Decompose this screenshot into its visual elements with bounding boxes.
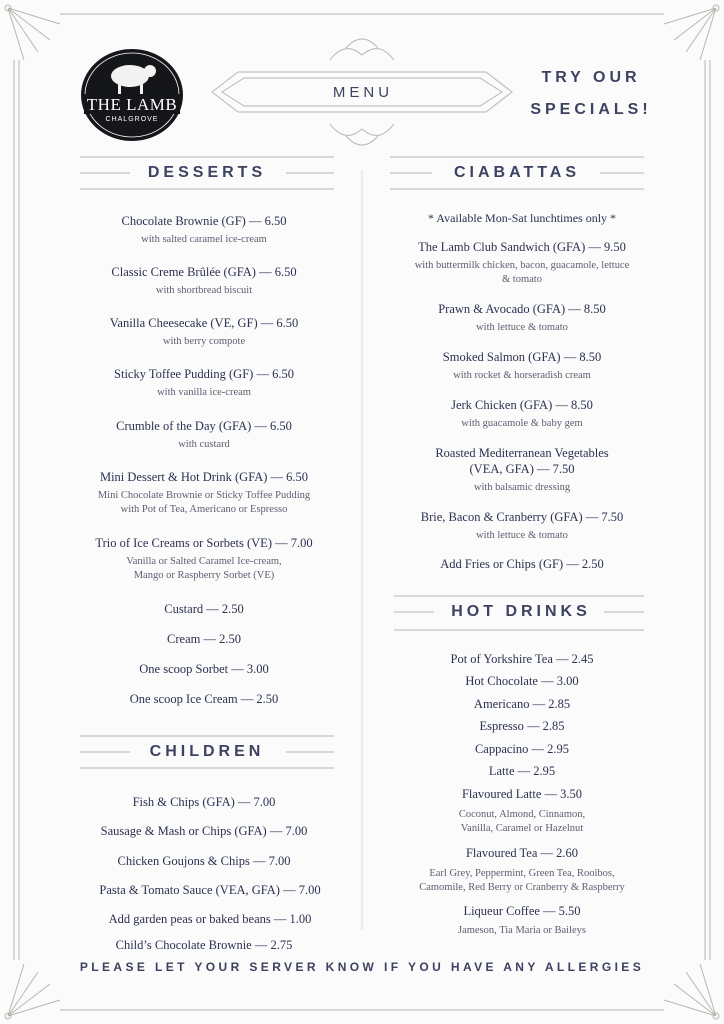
item-name: Classic Creme Brûlée (GFA) — 6.50: [111, 265, 297, 279]
availability-note: * Available Mon-Sat lunchtimes only *: [427, 211, 617, 225]
list-item: [380, 696, 664, 712]
item-name: Brie, Bacon & Cranberry (GFA) — 7.50: [420, 510, 624, 524]
item-name: Child’s Chocolate Brownie — 2.75: [115, 938, 293, 952]
item-name: Flavoured Tea — 2.60: [465, 846, 579, 860]
item-description: with shortbread biscuit: [155, 285, 253, 296]
list-item: [380, 741, 664, 757]
list-item: [60, 631, 348, 647]
list-item: [380, 397, 664, 431]
item-description: with lettuce & tomato: [476, 530, 568, 541]
item-name: Cream — 2.50: [167, 632, 241, 646]
menu-title: MENU: [332, 84, 394, 101]
item-name: The Lamb Club Sandwich (GFA) — 9.50: [418, 240, 626, 254]
children-title: CHILDREN: [149, 743, 265, 760]
item-description: with berry compote: [162, 336, 246, 347]
list-item: [380, 786, 664, 836]
item-description: Earl Grey, Peppermint, Green Tea, Rooibos,: [429, 868, 615, 879]
item-name: Roasted Mediterranean Vegetables: [435, 446, 609, 460]
list-item: [60, 937, 348, 953]
specials-line-1: TRY OUR: [541, 69, 641, 86]
list-item: [60, 366, 348, 400]
item-description: Mini Chocolate Brownie or Sticky Toffee Pudding: [97, 490, 311, 501]
item-name: Mini Dessert & Hot Drink (GFA) — 6.50: [99, 470, 309, 484]
item-description: & tomato: [502, 274, 542, 285]
item-description: with salted caramel ice-cream: [141, 234, 267, 245]
list-item: [60, 264, 348, 298]
list-item: [380, 301, 664, 335]
list-item: [380, 651, 664, 667]
item-description: Mango or Raspberry Sorbet (VE): [133, 570, 275, 581]
list-item: [60, 315, 348, 349]
list-item: [60, 911, 360, 927]
list-item: [380, 556, 664, 572]
item-description: Camomile, Red Berry or Cranberry & Raspberry: [419, 882, 625, 893]
list-item: [380, 763, 664, 779]
item-name: Fish & Chips (GFA) — 7.00: [132, 795, 276, 809]
item-description: with lettuce & tomato: [476, 322, 568, 333]
item-description: with rocket & horseradish cream: [453, 370, 591, 381]
allergy-footer: PLEASE LET YOUR SERVER KNOW IF YOU HAVE ANY ALLERGIES: [79, 960, 645, 974]
item-description: Vanilla, Caramel or Hazelnut: [460, 823, 584, 834]
specials-line-2: SPECIALS!: [530, 101, 652, 118]
item-name: Cappacino — 2.95: [474, 742, 570, 756]
item-name: One scoop Ice Cream — 2.50: [129, 692, 279, 706]
logo-subtitle: CHALGROVE: [105, 116, 159, 123]
list-item: [380, 509, 664, 543]
item-name: Chocolate Brownie (GF) — 6.50: [121, 214, 287, 228]
item-name: Americano — 2.85: [473, 697, 571, 711]
item-name: Custard — 2.50: [164, 602, 244, 616]
item-description: Coconut, Almond, Cinnamon,: [458, 809, 586, 820]
item-name: Flavoured Latte — 3.50: [461, 787, 583, 801]
list-item: [380, 845, 664, 895]
list-item: [60, 691, 348, 707]
desserts-title: DESSERTS: [147, 164, 267, 181]
item-description: Jameson, Tia Maria or Baileys: [457, 925, 587, 936]
list-item: [60, 794, 348, 810]
item-description: with custard: [178, 439, 230, 450]
list-item: [60, 823, 348, 839]
list-item: [380, 349, 664, 383]
list-item: [60, 213, 348, 247]
item-name: Liqueur Coffee — 5.50: [463, 904, 581, 918]
item-description: with Pot of Tea, Americano or Espresso: [120, 504, 288, 515]
item-name: Prawn & Avocado (GFA) — 8.50: [438, 302, 606, 316]
item-name: Hot Chocolate — 3.00: [465, 674, 579, 688]
item-description: with vanilla ice-cream: [157, 387, 251, 398]
item-name: Add Fries or Chips (GF) — 2.50: [440, 557, 604, 571]
ciabattas-title: CIABATTAS: [453, 164, 581, 181]
item-name: Espresso — 2.85: [479, 719, 565, 733]
logo: [80, 48, 184, 142]
item-name: Trio of Ice Creams or Sorbets (VE) — 7.00: [95, 536, 313, 550]
item-name: (VEA, GFA) — 7.50: [469, 462, 575, 476]
item-name: One scoop Sorbet — 3.00: [139, 662, 269, 676]
item-name: Vanilla Cheesecake (VE, GF) — 6.50: [109, 316, 299, 330]
item-name: Latte — 2.95: [488, 764, 556, 778]
item-name: Jerk Chicken (GFA) — 8.50: [451, 398, 593, 412]
list-item: [60, 418, 348, 452]
list-item: [60, 882, 360, 898]
item-description: with buttermilk chicken, bacon, guacamole, lettuce: [414, 260, 630, 271]
item-description: with guacamole & baby gem: [461, 418, 583, 429]
item-name: Crumble of the Day (GFA) — 6.50: [116, 419, 292, 433]
item-name: Add garden peas or baked beans — 1.00: [108, 912, 312, 926]
list-item: [60, 469, 348, 517]
list-item: [60, 601, 348, 617]
list-item: [380, 239, 664, 287]
item-name: Sausage & Mash or Chips (GFA) — 7.00: [100, 824, 308, 838]
item-name: Sticky Toffee Pudding (GF) — 6.50: [114, 367, 294, 381]
list-item: [380, 445, 664, 495]
logo-title: THE LAMB: [86, 95, 178, 114]
item-name: Smoked Salmon (GFA) — 8.50: [442, 350, 602, 364]
item-name: Chicken Goujons & Chips — 7.00: [117, 854, 291, 868]
item-description: Vanilla or Salted Caramel Ice-cream,: [126, 556, 282, 567]
hot-drinks-title: HOT DRINKS: [451, 603, 591, 620]
list-item: [380, 903, 664, 938]
item-name: Pasta & Tomato Sauce (VEA, GFA) — 7.00: [99, 883, 321, 897]
list-item: [380, 718, 664, 734]
list-item: [60, 535, 348, 583]
list-item: [60, 853, 348, 869]
item-description: with balsamic dressing: [473, 482, 571, 493]
list-item: [380, 673, 664, 689]
list-item: [60, 661, 348, 677]
item-name: Pot of Yorkshire Tea — 2.45: [450, 652, 594, 666]
